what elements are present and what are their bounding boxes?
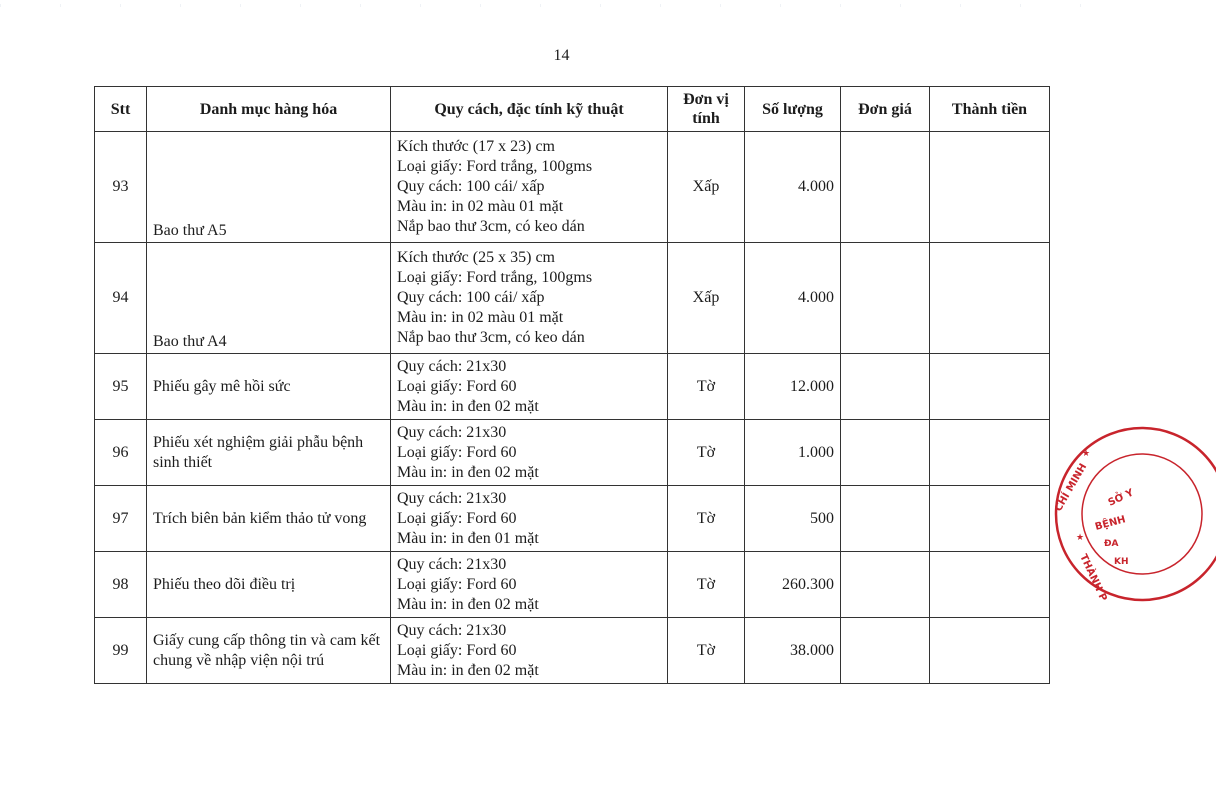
cell-name: Phiếu gây mê hồi sức (147, 354, 391, 420)
cell-unit: Tờ (668, 420, 745, 486)
cell-price (841, 243, 930, 354)
cell-qty: 1.000 (745, 420, 841, 486)
cell-price (841, 354, 930, 420)
spec-line: Màu in: in 02 màu 01 mặt (397, 309, 564, 326)
spec-line: Loại giấy: Ford 60 (397, 641, 517, 659)
spec-line: Màu in: in đen 02 mặt (397, 463, 539, 481)
svg-text:THÀNH P: THÀNH P (1077, 552, 1109, 604)
cell-total (930, 618, 1050, 684)
svg-text:CHÍ MINH: CHÍ MINH (1053, 461, 1090, 514)
table-row (95, 132, 1050, 243)
cell-total (930, 243, 1050, 354)
cell-spec (391, 354, 668, 420)
page-number: 14 (553, 47, 570, 64)
header-unit-line2: tính (692, 110, 720, 127)
cell-qty: 12.000 (745, 354, 841, 420)
cell-stt: 95 (95, 354, 147, 420)
cell-unit: Xấp (668, 132, 745, 243)
cell-stt: 98 (95, 552, 147, 618)
table-header-row (95, 87, 1050, 132)
spec-line: Kích thước (25 x 35) cm (397, 249, 555, 266)
svg-text:★: ★ (1082, 449, 1091, 459)
cell-stt: 93 (95, 132, 147, 243)
spec-line: Quy cách: 21x30 (397, 555, 507, 573)
cell-qty: 260.300 (745, 552, 841, 618)
cell-stt: 97 (95, 486, 147, 552)
svg-text:BỆNH: BỆNH (1093, 514, 1127, 533)
svg-text:KH: KH (1114, 557, 1129, 567)
cell-total (930, 420, 1050, 486)
scan-edge-artifact (0, 4, 1123, 7)
table-row (95, 243, 1050, 354)
header-unit-line1: Đơn vị (683, 91, 729, 108)
header-price: Đơn giá (841, 87, 930, 132)
cell-unit: Tờ (668, 552, 745, 618)
cell-spec (391, 243, 668, 354)
cell-total (930, 132, 1050, 243)
cell-qty: 4.000 (745, 243, 841, 354)
cell-qty: 500 (745, 486, 841, 552)
cell-total (930, 354, 1050, 420)
spec-line: Màu in: in đen 02 mặt (397, 397, 539, 415)
spec-line: Quy cách: 21x30 (397, 489, 507, 507)
svg-text:★: ★ (1076, 533, 1085, 543)
header-qty: Số lượng (745, 87, 841, 132)
cell-spec (391, 552, 668, 618)
header-unit (668, 87, 745, 132)
cell-name: Bao thư A4 (147, 243, 391, 354)
cell-stt: 96 (95, 420, 147, 486)
svg-text:SỞ Y: SỞ Y (1106, 487, 1136, 509)
cell-unit: Xấp (668, 243, 745, 354)
spec-line: Quy cách: 21x30 (397, 621, 507, 639)
spec-line: Quy cách: 21x30 (397, 357, 507, 375)
table-row (95, 354, 1050, 420)
cell-name: Bao thư A5 (147, 132, 391, 243)
cell-name: Phiếu theo dõi điều trị (147, 552, 391, 618)
svg-text:ĐA: ĐA (1104, 539, 1119, 549)
spec-line: Nắp bao thư 3cm, có keo dán (397, 329, 585, 346)
cell-price (841, 552, 930, 618)
cell-spec (391, 132, 668, 243)
cell-price (841, 132, 930, 243)
cell-spec (391, 618, 668, 684)
spec-line: Kích thước (17 x 23) cm (397, 138, 555, 155)
cell-price (841, 486, 930, 552)
cell-unit: Tờ (668, 618, 745, 684)
cell-name: Giấy cung cấp thông tin và cam kết chung về nhập viện nội trú (147, 618, 391, 684)
table-row (95, 420, 1050, 486)
table-row (95, 552, 1050, 618)
spec-line: Loại giấy: Ford 60 (397, 443, 517, 461)
spec-line: Loại giấy: Ford 60 (397, 377, 517, 395)
spec-line: Quy cách: 21x30 (397, 423, 507, 441)
header-name: Danh mục hàng hóa (147, 87, 391, 132)
cell-unit: Tờ (668, 354, 745, 420)
spec-line: Loại giấy: Ford 60 (397, 509, 517, 527)
cell-qty: 38.000 (745, 618, 841, 684)
cell-price (841, 618, 930, 684)
header-stt: Stt (95, 87, 147, 132)
cell-total (930, 552, 1050, 618)
spec-line: Màu in: in đen 02 mặt (397, 595, 539, 613)
cell-spec (391, 486, 668, 552)
cell-spec (391, 420, 668, 486)
cell-unit: Tờ (668, 486, 745, 552)
table-row (95, 486, 1050, 552)
cell-qty: 4.000 (745, 132, 841, 243)
spec-line: Quy cách: 100 cái/ xấp (397, 178, 545, 195)
spec-line: Màu in: in 02 màu 01 mặt (397, 198, 564, 215)
header-spec: Quy cách, đặc tính kỹ thuật (391, 87, 668, 132)
spec-line: Loại giấy: Ford trắng, 100gms (397, 269, 593, 286)
cell-price (841, 420, 930, 486)
spec-line: Quy cách: 100 cái/ xấp (397, 289, 545, 306)
spec-line: Màu in: in đen 01 mặt (397, 529, 539, 547)
spec-line: Nắp bao thư 3cm, có keo dán (397, 218, 585, 235)
goods-table (94, 86, 1050, 684)
cell-stt: 99 (95, 618, 147, 684)
cell-name: Phiếu xét nghiệm giải phẫu bệnh sinh thiết (147, 420, 391, 486)
cell-stt: 94 (95, 243, 147, 354)
official-seal-stamp (1046, 414, 1216, 614)
table-row (95, 618, 1050, 684)
header-total: Thành tiền (930, 87, 1050, 132)
spec-line: Loại giấy: Ford 60 (397, 575, 517, 593)
spec-line: Loại giấy: Ford trắng, 100gms (397, 158, 593, 175)
cell-total (930, 486, 1050, 552)
cell-name: Trích biên bản kiểm thảo tử vong (147, 486, 391, 552)
spec-line: Màu in: in đen 02 mặt (397, 661, 539, 679)
